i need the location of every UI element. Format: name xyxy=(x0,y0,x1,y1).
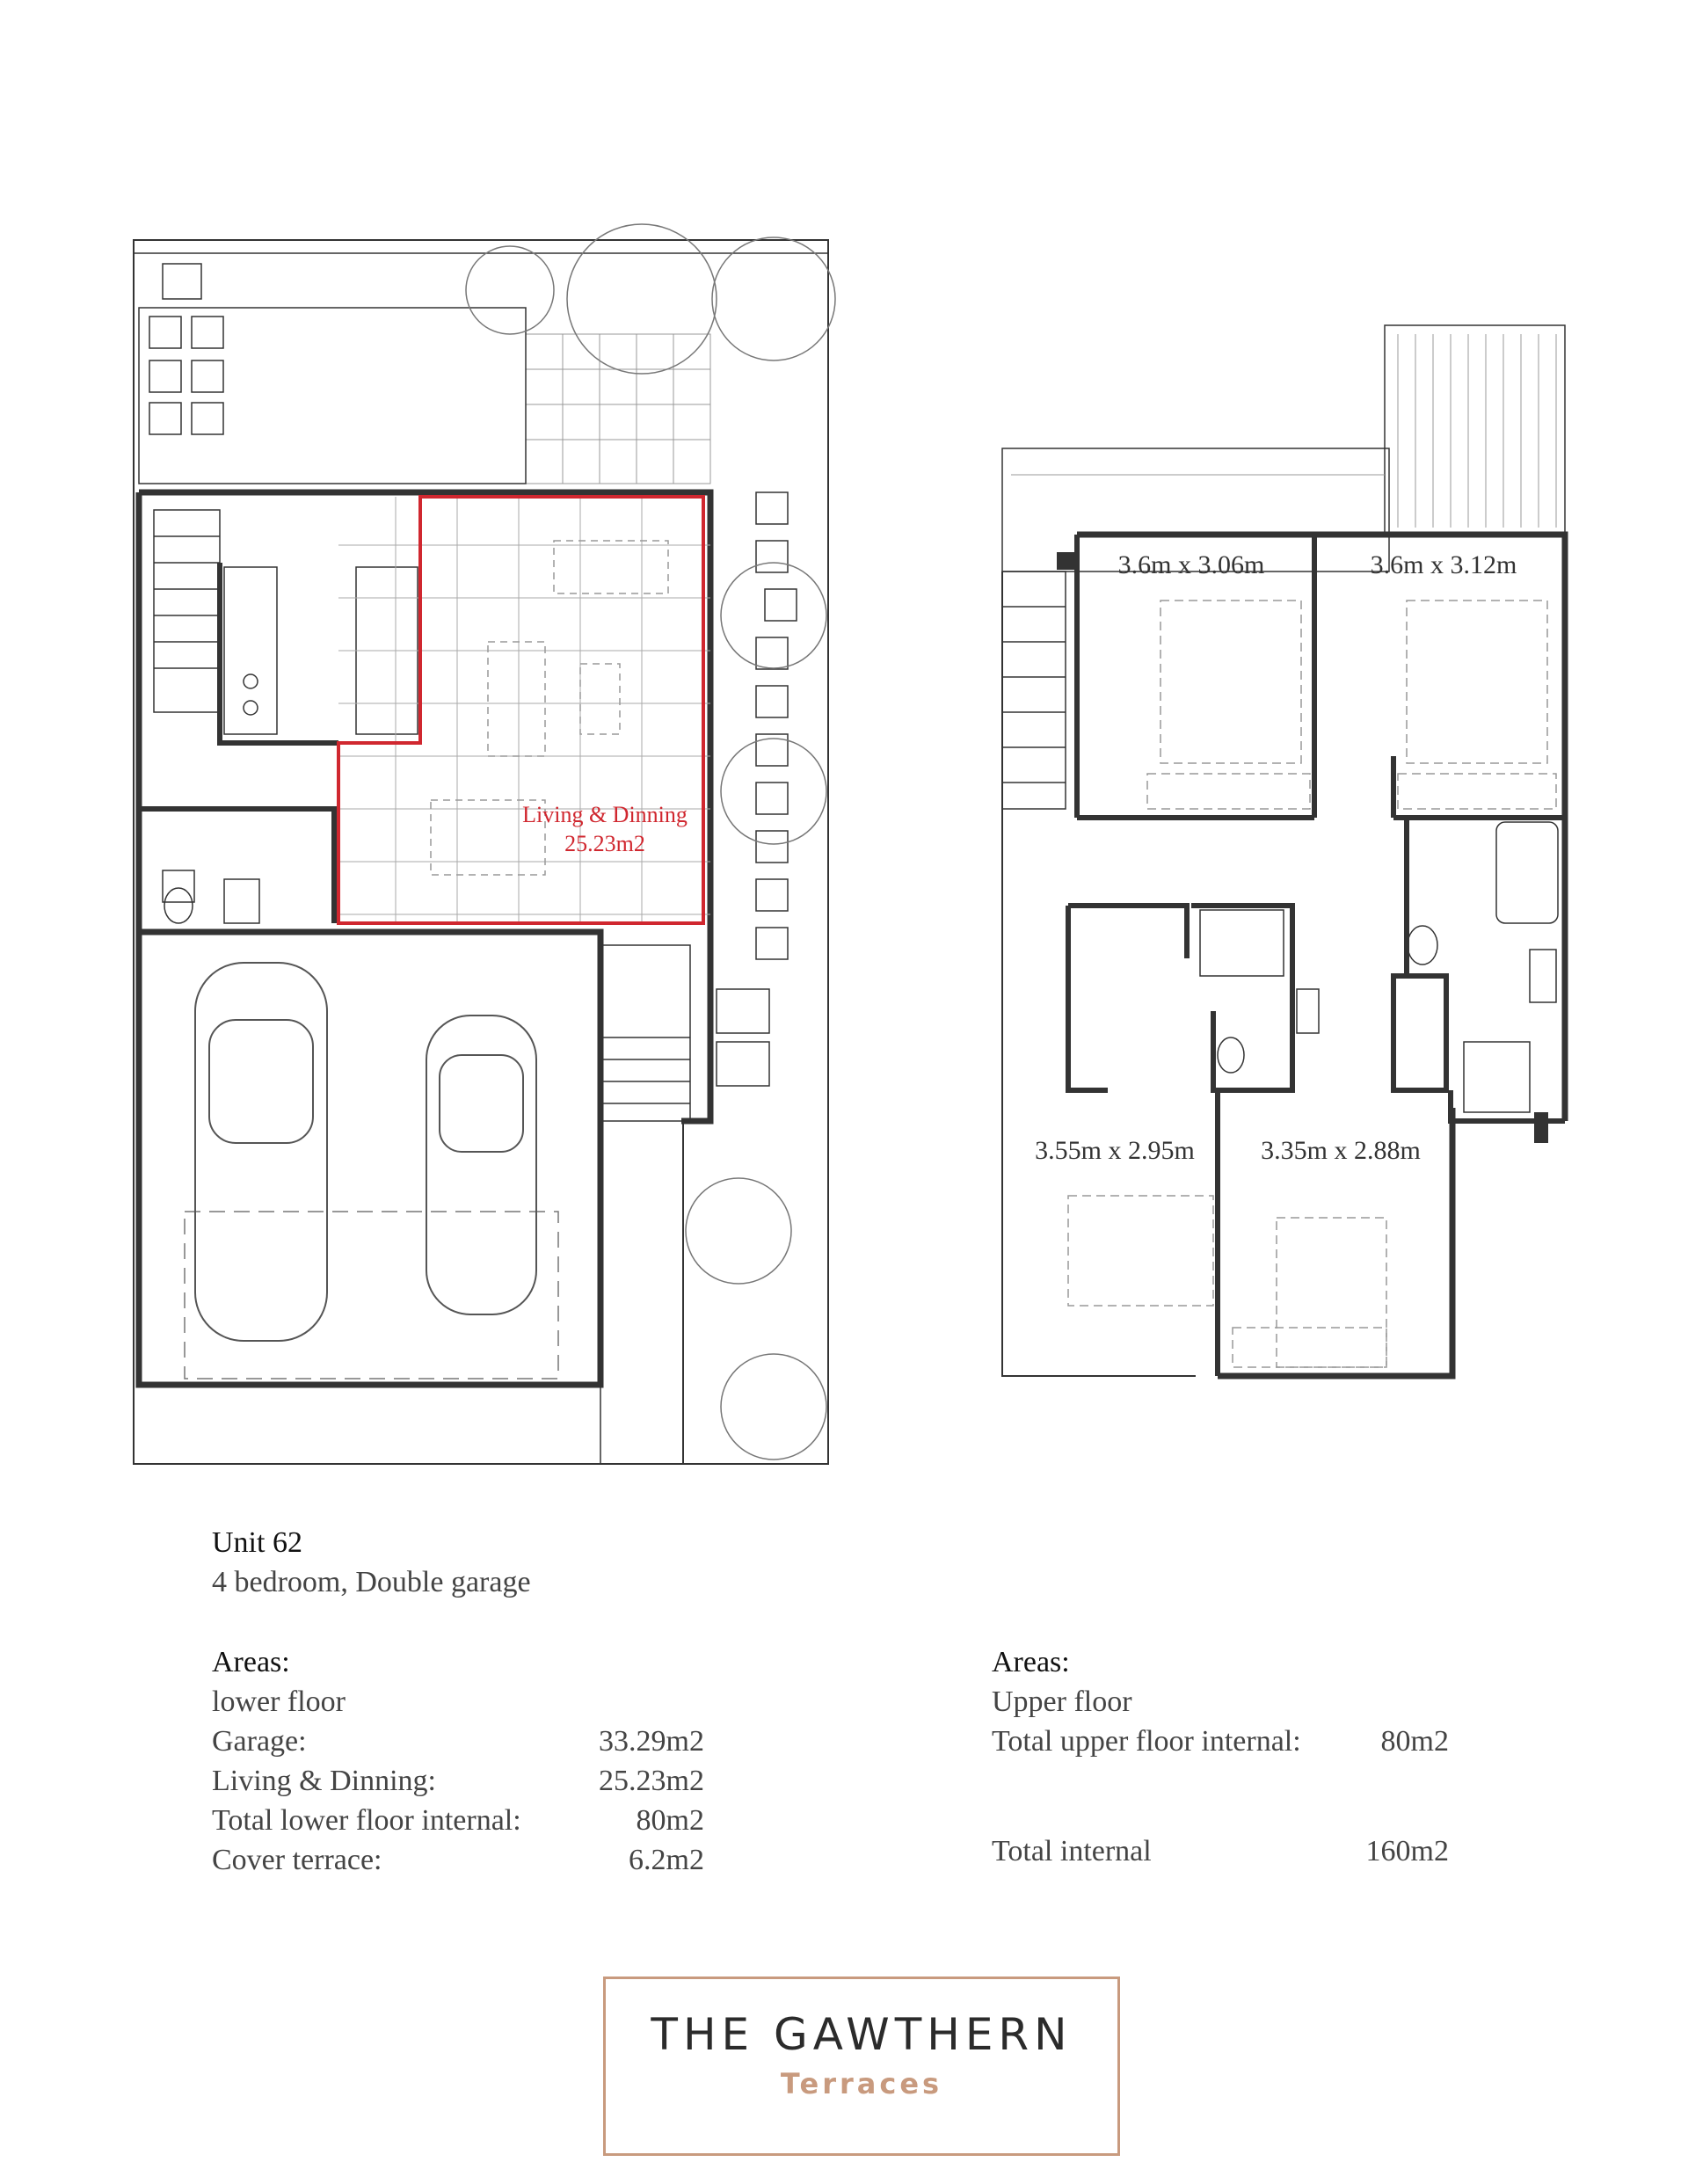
area-label: Garage: xyxy=(212,1725,307,1758)
living-area-label: Living & Dinning xyxy=(522,802,688,827)
area-value: 25.23m2 xyxy=(599,1765,704,1797)
gawthern-logo xyxy=(603,1977,1120,2156)
upper-floor-plan xyxy=(1002,325,1565,1376)
area-label: Total upper floor internal: xyxy=(992,1725,1301,1758)
unit-subtitle: 4 bedroom, Double garage xyxy=(212,1566,531,1598)
upper-areas xyxy=(992,1642,1449,1871)
upper-floor-label: Upper floor xyxy=(992,1685,1132,1718)
area-row xyxy=(212,1761,704,1801)
unit-title: Unit 62 xyxy=(212,1526,302,1559)
area-value: 6.2m2 xyxy=(629,1844,704,1876)
area-row xyxy=(992,1722,1449,1761)
area-value: 33.29m2 xyxy=(599,1725,704,1758)
lower-areas-heading: Areas: xyxy=(212,1646,290,1678)
total-internal-value: 160m2 xyxy=(1365,1835,1449,1867)
area-row xyxy=(212,1722,704,1761)
area-label: Cover terrace: xyxy=(212,1844,382,1876)
living-area-value: 25.23m2 xyxy=(564,831,645,856)
unit-info xyxy=(212,1523,531,1602)
total-internal-row xyxy=(992,1831,1449,1871)
logo-subtitle: Terraces xyxy=(780,2067,943,2100)
area-label: Total lower floor internal: xyxy=(212,1804,521,1837)
lower-areas xyxy=(212,1642,704,1880)
area-row xyxy=(212,1801,704,1840)
living-dining-highlight xyxy=(338,497,703,923)
upper-room-2-dimensions: 3.6m x 3.12m xyxy=(1370,550,1517,579)
area-value: 80m2 xyxy=(1380,1725,1449,1758)
logo-title: THE GAWTHERN xyxy=(651,2009,1073,2060)
upper-areas-heading: Areas: xyxy=(992,1646,1070,1678)
upper-room-4-dimensions: 3.35m x 2.88m xyxy=(1261,1136,1421,1165)
upper-room-3-dimensions: 3.55m x 2.95m xyxy=(1035,1136,1195,1165)
area-row xyxy=(212,1840,704,1880)
area-value: 80m2 xyxy=(636,1804,704,1837)
upper-room-1-dimensions: 3.6m x 3.06m xyxy=(1117,550,1265,579)
total-internal-label: Total internal xyxy=(992,1835,1152,1867)
lower-floor-label: lower floor xyxy=(212,1685,346,1718)
area-label: Living & Dinning: xyxy=(212,1765,436,1797)
lower-floor-plan xyxy=(134,224,835,1464)
